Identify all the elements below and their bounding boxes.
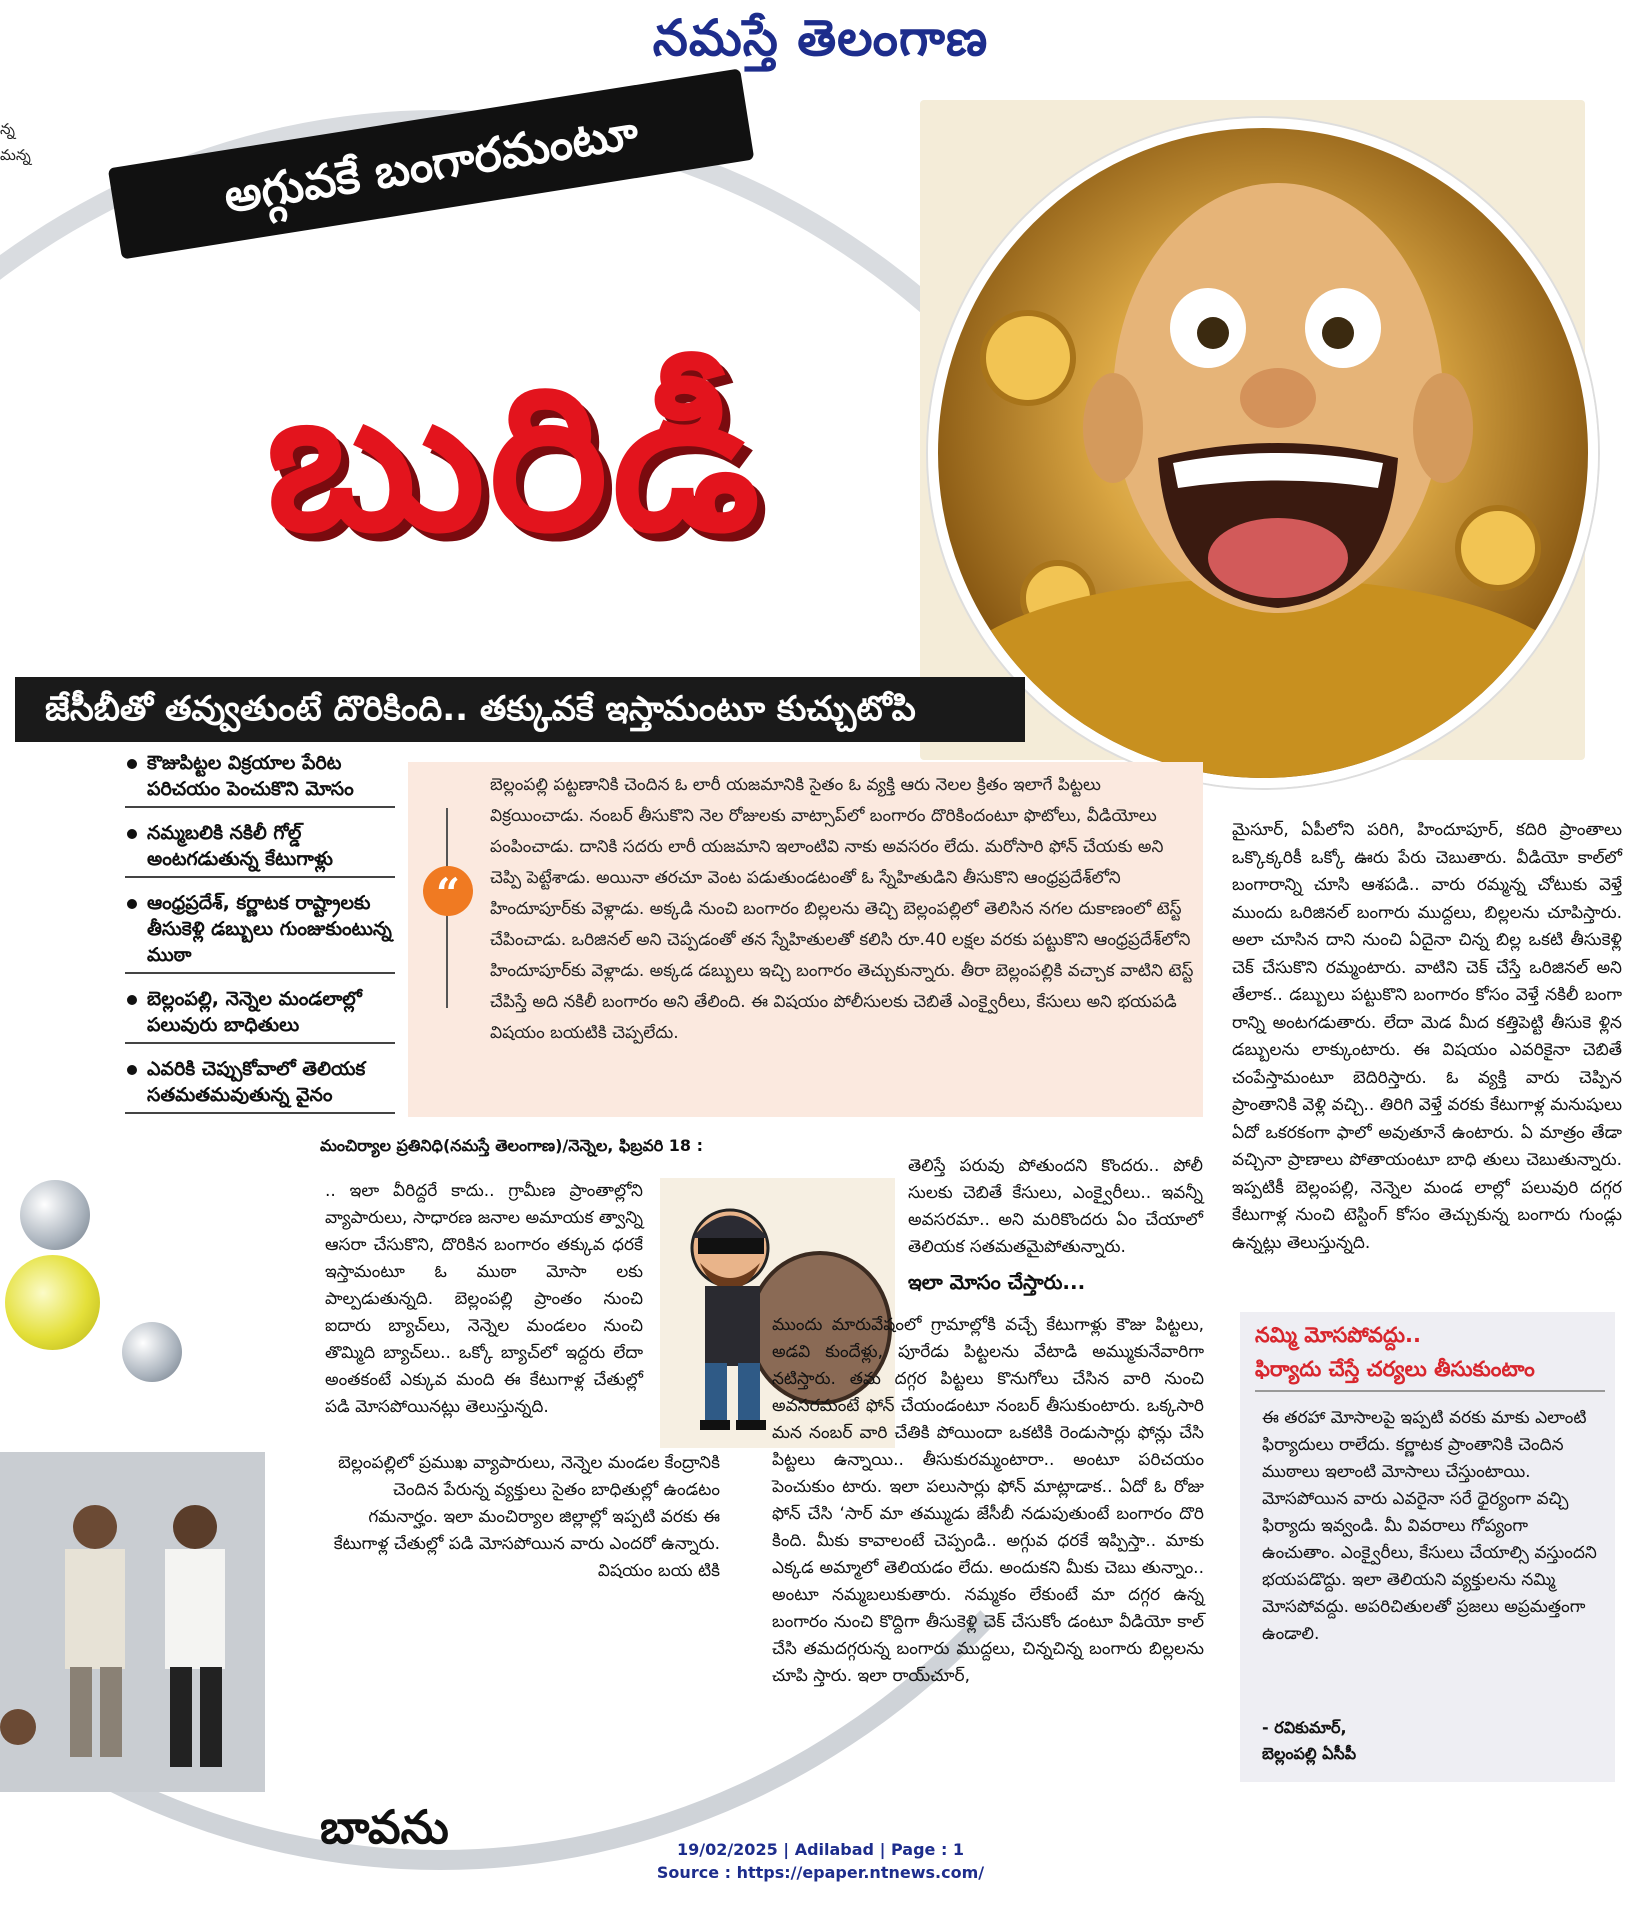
masthead: నమస్తే తెలంగాణ [652,8,989,67]
article-column-2: ముందు మారువేషంలో గ్రామాల్లోకి వచ్చే కేటుగాళ్లు కౌజు పిట్టలు, అడవి కుందేళ్లు, పూరేడు పిట్టలను వేటాడి అమ్ముకునేవారిగా నటిస్తారు. తమ దగ్గర పిట్టలు కొనుగోలు చేసిన వారి నుంచి అవసరమంటే ఫోన్ చేయండంటూ నంబర్ తీసుకుంటారు. ఒక్కసారి మన నంబర్ వారి చేతికి పోయిందా ఒకటికి రెండుసార్లు ఫోన్లు చేసి పిట్టలు ఉన్నాయి.. తీసుకురమ్మంటారా.. అంటూ పరిచయం పెంచుకుం టారు. ఇలా పలుసార్లు ఫోన్ మాట్లాడాక.. ఏదో ఓ రోజు ఫోన్ చేసి ‘సార్ మా తమ్ముడు జేసీబీ నడుపుతుంటే బంగారం దొరి కింది. మీకు కావాలంటే చెప్పండి.. అగ్గువ ధరకే ఇప్పిస్తా.. మాకు ఎక్కడ అమ్మాలో తెలియడం లేదు. అందుకని మీకు చెబు తున్నాం.. అంటూ నమ్మబలుకుతారు. నమ్మకం లేకుంటే మా దగ్గర ఉన్న బంగారం నుంచి కొద్దిగా తీసుకెళ్లి చెక్ చేసుకోం డంటూ వీడియో కాల్ చేసి తమదగ్గరున్న బంగారు ముద్దలు, చిన్నచిన్న బంగారు బిల్లలను చూపి స్తారు. ఇలా రాయ్‌చూర్, [772,1315,1204,1686]
sidebar-body: ఈ తరహా మోసాలపై ఇప్పటి వరకు మాకు ఎలాంటి ఫిర్యాదులు రాలేదు. కర్ణాటక ప్రాంతానికి చెందిన ముఠాలు ఇలాంటి మోసాలు చేస్తుంటాయి. మోసపోయిన వారు ఎవరైనా సరే ధైర్యంగా వచ్చి ఫిర్యాదు ఇవ్వండి. మీ వివరాలు గోప్యంగా ఉంచుతాం. ఎంక్వైరీలు, కేసులు చేయాల్సి వస్తుందని భయపడొద్దు. ఇలా తెలియని వ్యక్తులను నమ్మి మోసపోవద్దు. అపరిచితులతో ప్రజలు అప్రమత్తంగా ఉండాలి. [1262,1408,1597,1644]
section-subhead: ఇలా మోసం చేస్తారు... [908,1270,1086,1294]
news-photo [0,1452,265,1792]
highlights-list [125,750,395,1126]
footer-source: Source : https://epaper.ntnews.com/ [656,1863,985,1882]
side-fragment: న్న [0,120,15,138]
headline-kicker: అగ్గువకే బంగారమంటూ [108,68,755,259]
article-column-3: మైసూర్, ఏపీలోని పరిగి, హిందూపూర్, కదిరి ప్రాంతాలు ఒక్కొక్కరికీ ఒక్కో ఊరు పేరు చెబుతారు. వీడియో కాల్‌లో బంగారాన్ని చూసి ఆశపడి.. వారు రమ్మన్న చోటుకు వెళ్తే ముందు ఒరిజినల్ బంగారు ముద్దలు, బిల్లలను చూపిస్తారు. అలా చూసిన దాని నుంచి ఏదైనా చిన్న బిల్ల ఒకటి తీసుకెళ్లి చెక్ చేసుకొని రమ్మంటారు. వాటిని చెక్ చేస్తే ఒరిజినల్ అని తేలాక.. డబ్బులు పట్టుకొని బంగారం కోసం వెళ్తే నకిలీ బంగా రాన్ని అంటగడుతారు. లేదా మెడ మీద కత్తిపెట్టి తీసుకె ళ్లిన డబ్బులను లాక్కుంటారు. ఈ విషయం ఎవరికైనా చెబితే చంపేస్తామంటూ బెదిరిస్తారు. ఓ వ్యక్తి వారు చెప్పిన ప్రాంతానికి వెళ్లి వచ్చి.. తిరిగి వెళ్తే వరకు కేటుగాళ్ల మనుషులు ఏదో ఒకరకంగా ఫాలో అవుతూనే ఉంటారు. ఏ మాత్రం తేడా వచ్చినా ప్రాణాలు పోతాయంటూ బాధి తులు చెబుతున్నారు. ఇప్పటికీ బెల్లంపల్లి, నెన్నెల మండ లాల్లో పలువురి దగ్గర కేటుగాళ్ల నుంచి టెస్టింగ్ కోసం తెచ్చుకున్న బంగారు గుండ్లు ఉన్నట్లు తెలుస్తున్నది. [1232,820,1622,1253]
gold-man-illustration [928,118,1598,788]
quote-text: బెల్లంపల్లి పట్టణానికి చెందిన ఓ లారీ యజమానికి సైతం ఓ వ్యక్తి ఆరు నెలల క్రితం ఇలాగే పిట్టలు విక్రయించాడు. నంబర్ తీసుకొని నెల రోజులకు వాట్సాప్‌లో బంగారం దొరికిందంటూ ఫొటోలు, వీడియోలు పంపించాడు. దానికి సదరు లారీ యజమాని ఇలాంటివి నాకు అవసరం లేదు. మరోసారి ఫోన్ చేయకు అని చెప్పి పెట్టేశాడు. అయినా తరచూ వెంట పడుతుండటంతో ఓ స్నేహితుడిని తీసుకొని ఆంధ్రప్రదేశ్‌లోని హిందూపూర్‌కు వెళ్లాడు. అక్కడి నుంచి బంగారం బిల్లలను తెచ్చి బెల్లంపల్లిలో తెలిసిన నగల దుకాణంలో టెస్ట్ చేపించాడు. ఒరిజినల్ అని చెప్పడంతో తన స్నేహితులతో కలిసి రూ.40 లక్షల వరకు పట్టుకొని ఆంధ్రప్రదేశ్‌లోని హిందూపూర్‌కు వెళ్లాడు. అక్కడ డబ్బులు ఇచ్చి బంగారం తెచ్చుకున్నారు. తీరా బెల్లంపల్లికి వచ్చాక వాటిని టెస్ట్ చేపిస్తే అది నకిలీ బంగారం అని తేలింది. ఈ విషయం పోలీసులకు చెబితే ఎంక్వైరీలు, కేసులు అని భయపడి విషయం బయటికి చెప్పలేదు. [490,775,1194,1043]
side-fragment: మన్న [0,146,31,164]
article-column-2-top: తెలిస్తే పరువు పోతుందని కొందరు.. పోలీ సులకు చెబితే కేసులు, ఎంక్వైరీలు.. ఇవన్నీ అవసరమా.. అని మరికొందరు ఏం చేయాలో తెలియక సతమతమైపోతున్నారు. [908,1156,1203,1257]
headline-main: బురిడీ [266,343,764,576]
sidebar-heading-line: ఫిర్యాదు చేస్తే చర్యలు తీసుకుంటాం [1255,1352,1605,1392]
highlight-item: నమ్మబలికి నకిలీ గోల్డ్ అంటగడుతున్న కేటుగాళ్లు [125,820,395,878]
decorative-ball [122,1322,182,1382]
quote-icon: “ [423,866,473,916]
article-column-1: .. ఇలా వీరిద్దరే కాదు.. గ్రామీణ ప్రాంతాల్లోని వ్యాపారులు, సాధారణ జనాల అమాయక త్వాన్ని ఆసరా చేసుకొని, దొరికిన బంగారం తక్కువ ధరకే ఇస్తామంటూ ఓ ముఠా మోసా లకు పాల్పడుతున్నది. బెల్లంపల్లి ప్రాంతం నుంచి ఐదారు బ్యాచ్‌లు, నెన్నెల మండలం నుంచి తొమ్మిది బ్యాచ్‌లు.. ఒక్కో బ్యాచ్‌లో ఇద్దరు లేదా అంతకంటే ఎక్కువ మంది ఈ కేటుగాళ్ల చేతుల్లో పడి మోసపోయినట్లు తెలుస్తున్నది. [325,1181,643,1417]
page-footer [0,1838,1641,1884]
article-column-1-continued: బెల్లంపల్లిలో ప్రముఖ వ్యాపారులు, నెన్నెల మండల కేంద్రానికి చెందిన పేరున్న వ్యక్తులు సైతం బాధితుల్లో ఉండటం గమనార్హం. ఇలా మంచిర్యాల జిల్లాల్లో ఇప్పటి వరకు ఈ కేటుగాళ్ల చేతుల్లో పడి మోసపోయిన వారు ఎందరో ఉన్నారు. విషయం బయ టికి [333,1453,720,1581]
highlight-item: ఆంధ్రప్రదేశ్, కర్ణాటక రాష్ట్రాలకు తీసుకెళ్లి డబ్బులు గుంజుకుంటున్న ముఠా [125,890,395,974]
highlight-item: కౌజుపిట్టల విక్రయాల పేరిట పరిచయం పెంచుకొని మోసం [125,750,395,808]
signature-name: - రవికుమార్, [1262,1718,1347,1737]
sidebar-heading [1255,1318,1605,1392]
highlight-item: ఎవరికి చెప్పుకోవాలో తెలియక సతమతమవుతున్న వైనం [125,1056,395,1114]
highlight-item: బెల్లంపల్లి, నెన్నెల మండలాల్లో పలువురు బాధితులు [125,986,395,1044]
decorative-ball [20,1180,90,1250]
decorative-ball [5,1255,100,1350]
dateline: మంచిర్యాల ప్రతినిధి(నమస్తే తెలంగాణ)/నెన్నెల, ఫిబ్రవరి 18 : [320,1136,703,1155]
footer-date-edition: 19/02/2025 | Adilabad | Page : 1 [676,1840,965,1859]
sidebar-signature [1262,1715,1356,1767]
headline-banner: జేసీబీతో తవ్వుతుంటే దొరికింది.. తక్కువకే ఇస్తామంటూ కుచ్చుటోపి [15,677,1025,742]
cartoon-face-icon [938,128,1588,778]
people-photo-icon [0,1452,265,1792]
next-headline-fragment: బావను [320,1800,449,1854]
signature-title: బెల్లంపల్లి ఏసీపీ [1262,1744,1357,1763]
sidebar-heading-line: నమ్మి మోసపోవద్దు.. [1255,1323,1421,1347]
